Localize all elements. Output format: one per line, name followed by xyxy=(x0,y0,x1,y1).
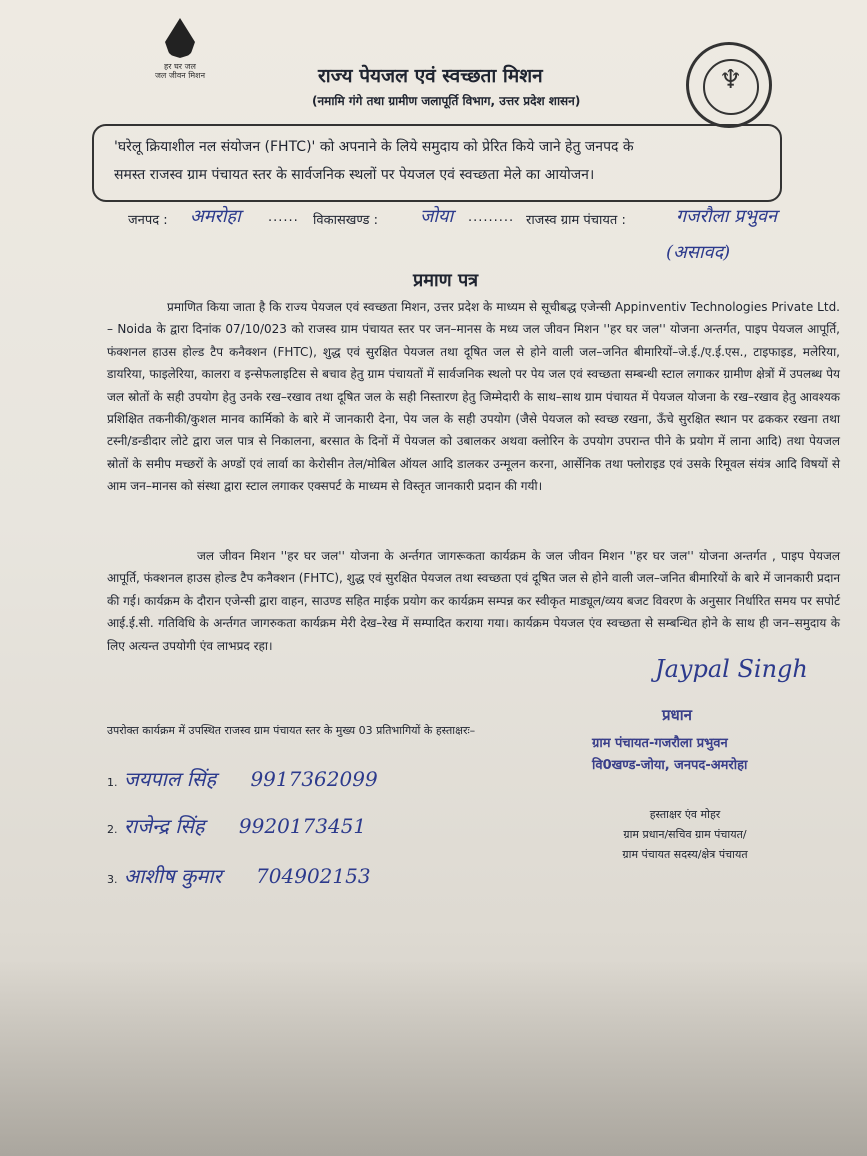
signature-note xyxy=(590,805,780,865)
mission-subtitle: (नमामि गंगे तथा ग्रामीण जलापूर्ति विभाग, उत्तर प्रदेश शासन) xyxy=(312,94,581,108)
certificate-paragraph-1: प्रमाणित किया जाता है कि राज्य पेयजल एवं स्वच्छता मिशन, उत्तर प्रदेश के माध्यम से सूचीबद्ध एजेन्सी Appinventiv Technologies Private Ltd. – Noida के द्वारा दिनांक 07/10/023 को राजस्व ग्राम पंचायत स्तर पर जन–मानस के मध्य जल जीवन मिशन ''हर घर जल'' योजना अन्तर्गत, पाइप पेयजल आपूर्ति, फंक्शनल हाउस होल्ड टैप कनैक्शन (FHTC), शुद्ध एवं सुरक्षित पेयजल तथा दूषित जल से होने वाली जल–जनित बीमारियों–जे.ई./ए.ई.एस., टाइफाइड, मलेरिया, डायरिया, फाइलेरिया, कालरा व इन्सेफलाइटिस से बचाव हेतु ग्राम पंचायतों में सार्वजनिक स्थलो पर पेय जल एवं स्वच्छता सम्बन्धी स्टाल लगाकर ग्रामीण क्षेत्रों में उपलब्ध पेय जल स्रोतों के सही उपयोग हेतु उनके रख–रखाव तथा दूषित जल के सही निस्तारण हेतु जिम्मेदारी के साथ–साथ ग्राम पंचायत में पेयजल योजना के रख–रखाव हेतु आवश्यक प्रशिक्षित तकनीकी/कुशल मानव कार्मिको के बारे में जानकारी देना, पेय जल के सही उपयोग (जैसे पेयजल को स्वच्छ रखना, ऊँचे सुरक्षित स्थान पर ढककर रखना तथा टस्नी/डन्डीदार लोटे द्वारा जल पात्र से निकालना, बरसात के दिनों में पेयजल को उबालकर अथवा क्लोरिन के उपयोग उपरान्त पीने के प्रयोग में लाना आदि) तथा पेयजल स्रोतों के समीप मच्छरों के अण्डों एवं लार्वा का केरोसीन तेल/मोबिल ऑयल आदि डालकर उन्मूलन करना, आर्सेनिक तथा फ्लोराइड एवं उसके रिमूवल संयंत्र आदि विषयों से आम जन–मानस को संस्था द्वारा स्टाल लगाकर एक्सपर्ट के माध्यम से विस्तृत जानकारी प्रदान की गयी। xyxy=(107,300,840,494)
mission-title: राज्य पेयजल एवं स्वच्छता मिशन xyxy=(318,65,543,87)
gp-label: राजस्व ग्राम पंचायत : xyxy=(526,213,626,228)
attendees-label: उपरोक्त कार्यक्रम में उपस्थित राजस्व ग्राम पंचायत स्तर के मुख्य 03 प्रतिभागियों के हस्ताक्षरः– xyxy=(107,724,476,737)
up-government-seal xyxy=(686,42,772,128)
har-ghar-jal-logo xyxy=(150,18,210,80)
certificate-paragraph-2: जल जीवन मिशन ''हर घर जल'' योजना के अर्न्तगत जागरूकता कार्यक्रम के जल जीवन मिशन ''हर घर जल'' योजना अन्तर्गत , पाइप पेयजल आपूर्ति, फंक्शनल हाउस होल्ड टैप कनैक्शन (FHTC), शुद्ध एवं सुरक्षित पेयजल तथा स्वच्छता एवं दूषित जल से होने वाली जल–जनित बीमारियों के बारे में जानकारी प्रदान की गई। कार्यक्रम के दौरान एजेन्सी द्वारा वाहन, साउण्ड सहित माईक प्रयोग कर कार्यक्रम सम्पन्न कर स्वीकृत माड्यूल/व्यय बजट विवरण के अनुसार निर्धारित समय पर सपोर्ट आई.ई.सी. गतिविधि के अर्न्तगत जागरुकता कार्यक्रम मेरी देख–रेख में सम्पादित कराया गया। कार्यक्रम पेयजल एंव स्वच्छता से सम्बन्धित होने के साथ ही जन–समुदाय के लिए अत्यन्त उपयोगी एंव लाभप्रद रहा। xyxy=(107,549,840,653)
attendee-number: 2. xyxy=(107,823,118,836)
stamp-gp-line: ग्राम पंचायत-गजरौला प्रभुवन xyxy=(592,736,728,751)
water-drop-icon xyxy=(165,18,195,58)
block-label: विकासखण्ड : xyxy=(313,213,379,228)
event-banner xyxy=(92,124,782,202)
stamp-note-line-3: ग्राम पंचायत सदस्य/क्षेत्र पंचायत xyxy=(622,848,748,861)
attendee-row xyxy=(107,862,371,889)
gp-value: गजरौला प्रभुवन xyxy=(676,206,777,227)
stamp-note-line-2: ग्राम प्रधान/सचिव ग्राम पंचायत/ xyxy=(623,828,747,841)
stamp-block-line: वि0खण्ड-जोया, जनपद-अमरोहा xyxy=(592,758,748,773)
attendee-phone: 9920173451 xyxy=(238,814,367,838)
pradhan-title-stamp: प्रधान xyxy=(662,706,692,724)
district-value: अमरोहा xyxy=(190,206,241,227)
pradhan-signature: Jaypal Singh xyxy=(655,655,808,683)
district-label: जनपद : xyxy=(128,213,168,228)
attendee-name: आशीष कुमार xyxy=(123,864,222,888)
banner-line-2: समस्त राजस्व ग्राम पंचायत स्तर के सार्वजनिक स्थलों पर पेयजल एवं स्वच्छता मेले का आयोजन। xyxy=(114,167,595,183)
photo-shadow xyxy=(0,960,867,1156)
block-value: जोया xyxy=(420,206,454,227)
pradhan-stamp xyxy=(592,733,747,777)
attendee-name: जयपाल सिंह xyxy=(123,767,217,791)
attendee-phone: 9917362099 xyxy=(250,767,378,791)
banner-line-1: 'घरेलू क्रियाशील नल संयोजन (FHTC)' को अपनाने के लिये समुदाय को प्रेरित किये जाने हेतु जनपद के xyxy=(114,139,634,155)
attendee-phone: 704902153 xyxy=(256,864,371,888)
seal-emblem-icon: ♆ xyxy=(719,65,743,95)
gp-value-2: (असावद) xyxy=(666,242,731,263)
attendee-number: 3. xyxy=(107,873,118,886)
attendee-name: राजेन्द्र सिंह xyxy=(123,814,205,838)
document-page: हर घर जल जल जीवन मिशन ♆ राज्य पेयजल एवं स्वच्छता मिशन (नमामि गंगे तथा ग्रामीण जलापूर्ति विभाग, उत्तर प्रदेश शासन) 'घरेलू क्रियाशील नल संयोजन (FHTC)' को अपनाने के लिये समुदाय को प्रेरित किये जाने हेतु जनपद के समस्त राजस्व ग्राम पंचायत स्तर के सार्वजनिक स्थलों पर पेयजल एवं स्वच्छता मेले का आयोजन। जनपद : अमरोहा ...... विकासखण्ड : जोया ......... राजस्व ग्राम पंचायत : गजरौला प्रभुवन (असावद) प्रमाण पत्र प्रमाणित किया जाता है कि राज्य पेयजल एवं स्वच्छता मिशन, उत्तर प्रदेश के माध्यम से सूचीबद्ध एजेन्सी Appinventiv Technologies Private Ltd. – Noida के द्वारा दिनांक 07/10/023 को राजस्व ग्राम पंचायत स्तर पर जन–मानस के मध्य जल जीवन मिशन ''हर घर जल'' योजना अन्तर्गत, पाइप पेयजल आपूर्ति, फंक्शनल हाउस होल्ड टैप कनैक्शन (FHTC), शुद्ध एवं सुरक्षित पेयजल तथा दूषित जल से होने वाली जल–जनित बीमारियों–जे.ई./ए.ई.एस., टाइफाइड, मलेरिया, डायरिया, फाइलेरिया, कालरा व इन्सेफलाइटिस से बचाव हेतु ग्राम पंचायतों में सार्वजनिक स्थलो पर पेय जल एवं स्वच्छता सम्बन्धी स्टाल लगाकर ग्रामीण क्षेत्रों में उपलब्ध पेय जल स्रोतों के सही उपयोग हेतु उनके रख–रखाव तथा दूषित जल के सही निस्तारण हेतु जिम्मेदारी के साथ–साथ ग्राम पंचायत में पेयजल योजना के रख–रखाव हेतु आवश्यक प्रशिक्षित तकनीकी/कुशल मानव कार्मिको के बारे में जानकारी देना, पेय जल के सही उपयोग (जैसे पेयजल को स्वच्छ रखना, ऊँचे सुरक्षित स्थान पर ढककर रखना तथा टस्नी/डन्डीदार लोटे द्वारा जल पात्र से निकालना, बरसात के दिनों में पेयजल को उबालकर अथवा क्लोरिन के उपयोग उपरान्त पीने के प्रयोग में लाना आदि) तथा पेयजल स्रोतों के समीप मच्छरों के अण्डों एवं लार्वा का केरोसीन तेल/मोबिल ऑयल आदि डालकर उन्मूलन करना, आर्सेनिक तथा फ्लोराइड एवं उसके रिमूवल संयंत्र आदि विषयों से आम जन–मानस को संस्था द्वारा स्टाल लगाकर एक्सपर्ट के माध्यम से विस्तृत जानकारी प्रदान की गयी। जल जीवन मिशन ''हर घर जल'' योजना के अर्न्तगत जागरूकता कार्यक्रम के जल जीवन मिशन ''हर घर जल'' योजना अन्तर्गत , पाइप पेयजल आपूर्ति, फंक्शनल हाउस होल्ड टैप कनैक्शन (FHTC), शुद्ध एवं सुरक्षित पेयजल तथा स्वच्छता एवं दूषित जल से होने वाली जल–जनित बीमारियों के बारे में जानकारी प्रदान की गई। कार्यक्रम के दौरान एजेन्सी द्वारा वाहन, साउण्ड सहित माईक प्रयोग कर कार्यक्रम सम्पन्न कर स्वीकृत माड्यूल/व्यय बजट विवरण के अनुसार निर्धारित समय पर सपोर्ट आई.ई.सी. गतिविधि के अर्न्तगत जागरुकता कार्यक्रम मेरी देख–रेख में सम्पादित कराया गया। कार्यक्रम पेयजल एंव स्वच्छता से सम्बन्धित होने के साथ ही जन–समुदाय के लिए अत्यन्त उपयोगी एंव लाभप्रद रहा। Jaypal Singh प्रधान ग्राम पंचायत-गजरौला प्रभुवन वि0खण्ड-जोया, जनपद-अमरोहा उपरोक्त कार्यक्रम में उपस्थित राजस्व ग्राम पंचायत स्तर के मुख्य 03 प्रतिभागियों के हस्ताक्षरः– 1. जयपाल सिंह 9917362099 2. राजेन्द्र सिंह 9920173451 3. आशीष कुमार 704902153 हस्ताक्षर एंव मोहर ग्राम प्रधान/सचिव ग्राम पंचायत/ ग्राम पंचायत सदस्य/क्षेत्र पंचायत xyxy=(0,0,867,1156)
attendee-row xyxy=(107,765,378,792)
logo-left-line-2: जल जीवन मिशन xyxy=(154,71,206,80)
stamp-note-line-1: हस्ताक्षर एंव मोहर xyxy=(649,808,721,821)
attendee-number: 1. xyxy=(107,776,118,789)
logo-left-line-1: हर घर जल xyxy=(164,62,196,71)
attendee-row xyxy=(107,812,366,839)
certificate-heading: प्रमाण पत्र xyxy=(413,270,479,291)
